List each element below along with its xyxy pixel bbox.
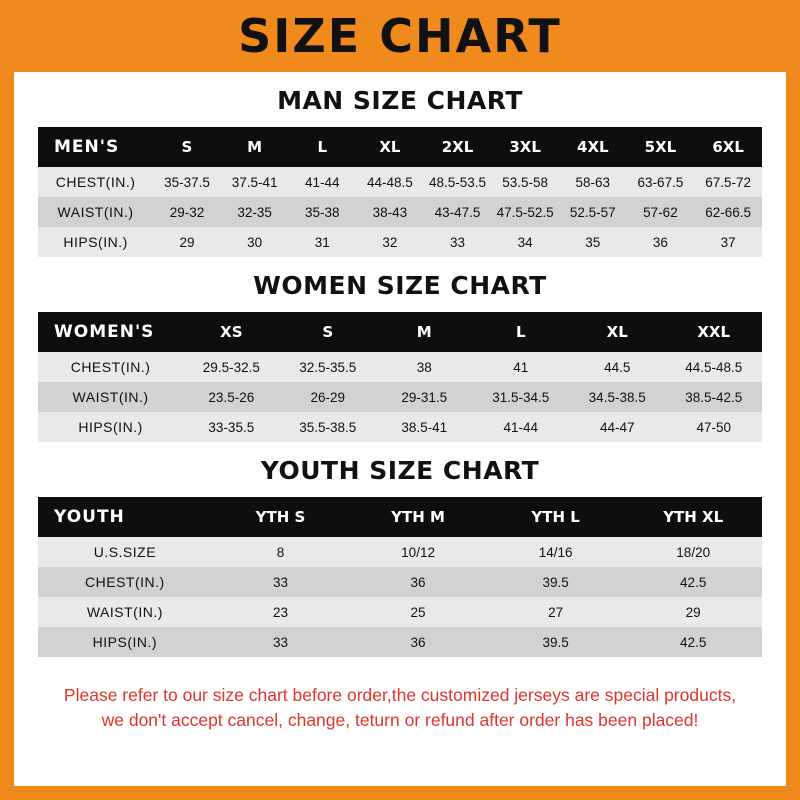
cell: 47-50	[665, 412, 762, 442]
table-head-label: YOUTH	[38, 497, 212, 537]
section-title-youth: YOUTH SIZE CHART	[260, 456, 540, 485]
cell: 57-62	[627, 197, 695, 227]
col-header: 4XL	[559, 127, 627, 167]
col-header: XL	[356, 127, 424, 167]
table-row	[38, 567, 762, 597]
cell: 48.5-53.5	[424, 167, 492, 197]
col-header: L	[473, 312, 569, 352]
cell: 33	[424, 227, 492, 257]
cell: 25	[349, 597, 487, 627]
table-women	[38, 312, 762, 442]
cell: 41-44	[473, 412, 569, 442]
cell: 47.5-52.5	[491, 197, 559, 227]
cell: 44.5	[569, 352, 665, 382]
footer-line-1: Please refer to our size chart before order,the customized jerseys are special products,	[63, 685, 737, 705]
cell: 38	[376, 352, 472, 382]
cell: 43-47.5	[424, 197, 492, 227]
table-row	[38, 597, 762, 627]
cell: 35-37.5	[153, 167, 221, 197]
cell: 37.5-41	[221, 167, 289, 197]
row-label: CHEST(IN.)	[38, 167, 153, 197]
cell: 14/16	[487, 537, 625, 567]
cell: 34.5-38.5	[569, 382, 665, 412]
table-row	[38, 352, 762, 382]
col-header: L	[288, 127, 356, 167]
page-title: SIZE CHART	[238, 9, 562, 63]
cell: 41-44	[288, 167, 356, 197]
cell: 34	[491, 227, 559, 257]
cell: 23.5-26	[183, 382, 279, 412]
cell: 62-66.5	[694, 197, 762, 227]
cell: 8	[212, 537, 350, 567]
cell: 29.5-32.5	[183, 352, 279, 382]
cell: 58-63	[559, 167, 627, 197]
table-row	[38, 227, 762, 257]
row-label: WAIST(IN.)	[38, 197, 153, 227]
cell: 44.5-48.5	[665, 352, 762, 382]
cell: 42.5	[624, 627, 762, 657]
table-row	[38, 412, 762, 442]
cell: 31	[288, 227, 356, 257]
cell: 32	[356, 227, 424, 257]
row-label: U.S.SIZE	[38, 537, 212, 567]
cell: 31.5-34.5	[473, 382, 569, 412]
table-row	[38, 627, 762, 657]
cell: 36	[349, 627, 487, 657]
table-row	[38, 197, 762, 227]
row-label: CHEST(IN.)	[38, 352, 183, 382]
table-head-label: MEN'S	[38, 127, 153, 167]
cell: 38-43	[356, 197, 424, 227]
cell: 33	[212, 567, 350, 597]
col-header: YTH S	[212, 497, 350, 537]
cell: 29	[624, 597, 762, 627]
section-youth	[38, 456, 762, 657]
cell: 33	[212, 627, 350, 657]
col-header: YTH L	[487, 497, 625, 537]
section-title-man: MAN SIZE CHART	[277, 86, 523, 115]
cell: 32-35	[221, 197, 289, 227]
cell: 23	[212, 597, 350, 627]
cell: 30	[221, 227, 289, 257]
cell: 27	[487, 597, 625, 627]
row-label: HIPS(IN.)	[38, 412, 183, 442]
bottom-band	[0, 786, 800, 800]
col-header: 2XL	[424, 127, 492, 167]
col-header: S	[153, 127, 221, 167]
col-header: M	[376, 312, 472, 352]
section-title-women: WOMEN SIZE CHART	[253, 271, 547, 300]
section-man	[38, 86, 762, 257]
footer-disclaimer	[38, 673, 762, 734]
cell: 35-38	[288, 197, 356, 227]
table-youth	[38, 497, 762, 657]
col-header: YTH XL	[624, 497, 762, 537]
col-header: M	[221, 127, 289, 167]
cell: 36	[349, 567, 487, 597]
header-band	[0, 0, 800, 72]
col-header: XXL	[665, 312, 762, 352]
col-header: YTH M	[349, 497, 487, 537]
cell: 41	[473, 352, 569, 382]
row-label: WAIST(IN.)	[38, 382, 183, 412]
row-label: CHEST(IN.)	[38, 567, 212, 597]
cell: 53.5-58	[491, 167, 559, 197]
cell: 29	[153, 227, 221, 257]
cell: 42.5	[624, 567, 762, 597]
col-header: XL	[569, 312, 665, 352]
cell: 35	[559, 227, 627, 257]
cell: 44-48.5	[356, 167, 424, 197]
row-label: HIPS(IN.)	[38, 627, 212, 657]
table-man	[38, 127, 762, 257]
cell: 10/12	[349, 537, 487, 567]
row-label: WAIST(IN.)	[38, 597, 212, 627]
cell: 33-35.5	[183, 412, 279, 442]
cell: 29-31.5	[376, 382, 472, 412]
table-head-label: WOMEN'S	[38, 312, 183, 352]
cell: 35.5-38.5	[280, 412, 376, 442]
cell: 32.5-35.5	[280, 352, 376, 382]
cell: 52.5-57	[559, 197, 627, 227]
table-row	[38, 382, 762, 412]
row-label: HIPS(IN.)	[38, 227, 153, 257]
table-header-row	[38, 127, 762, 167]
cell: 39.5	[487, 627, 625, 657]
col-header: 6XL	[694, 127, 762, 167]
cell: 26-29	[280, 382, 376, 412]
table-header-row	[38, 312, 762, 352]
cell: 38.5-42.5	[665, 382, 762, 412]
cell: 29-32	[153, 197, 221, 227]
table-header-row	[38, 497, 762, 537]
cell: 44-47	[569, 412, 665, 442]
cell: 63-67.5	[627, 167, 695, 197]
cell: 18/20	[624, 537, 762, 567]
col-header: XS	[183, 312, 279, 352]
cell: 37	[694, 227, 762, 257]
chart-content	[14, 86, 786, 734]
cell: 67.5-72	[694, 167, 762, 197]
col-header: 5XL	[627, 127, 695, 167]
table-row	[38, 537, 762, 567]
cell: 39.5	[487, 567, 625, 597]
table-row	[38, 167, 762, 197]
section-women	[38, 271, 762, 442]
col-header: 3XL	[491, 127, 559, 167]
col-header: S	[280, 312, 376, 352]
footer-line-2: we don't accept cancel, change, teturn or refund after order has been placed!	[101, 710, 699, 731]
cell: 38.5-41	[376, 412, 472, 442]
cell: 36	[627, 227, 695, 257]
